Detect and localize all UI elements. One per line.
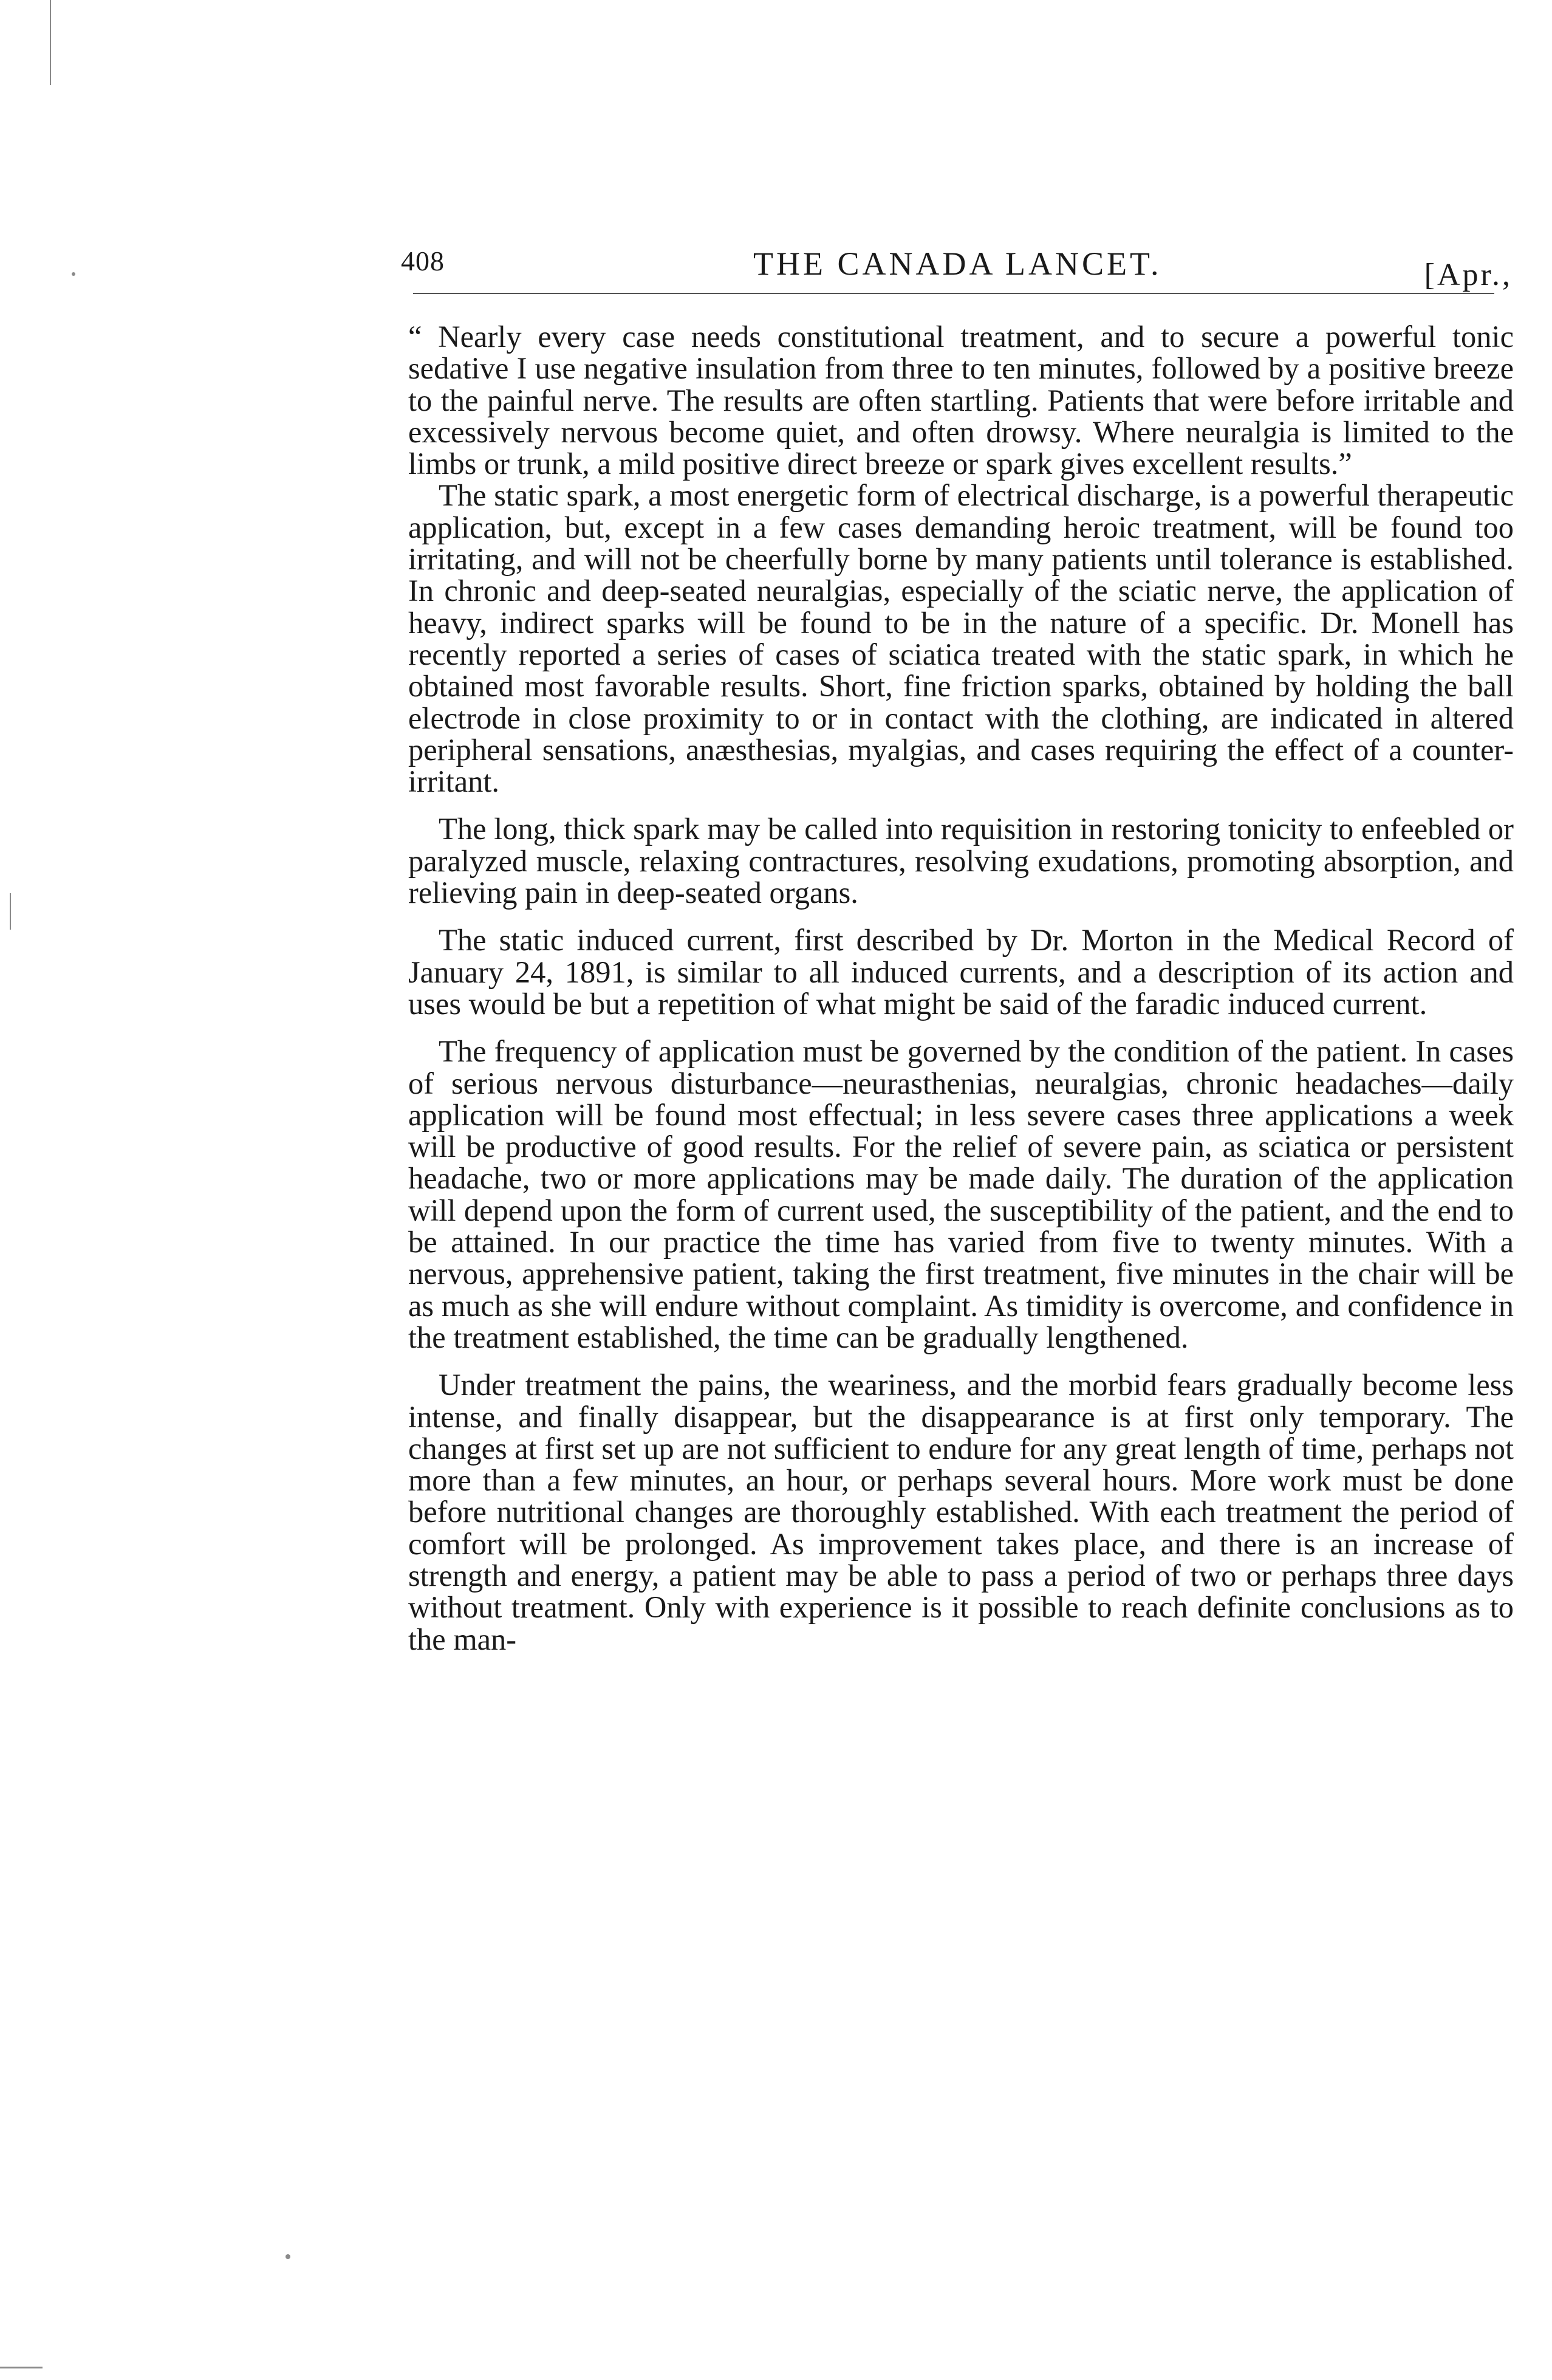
page-header xyxy=(401,240,1513,307)
article-body xyxy=(408,321,1514,1655)
paragraph-quote: “ Nearly every case needs constitutional treatment, and to secure a powerful tonic sedative I use negative insulation from three to ten minutes, followed by a positive breeze to the painful nerve. The results are often startling. Patients that were before irritable and excessively nervous become quiet, and often drowsy. Where neuralgia is limited to the limbs or trunk, a mild positive direct breeze or spark gives excellent results.” xyxy=(408,320,1514,481)
scan-mark-bottom xyxy=(0,2367,43,2368)
scan-mark-side xyxy=(10,893,11,930)
journal-title: THE CANADA LANCET. xyxy=(753,245,1162,282)
paragraph-long-spark: The long, thick spark may be called into requisition in restoring tonicity to enfeebled or paralyzed muscle, relaxing contractures, resolving exudations, promoting absorption, and relieving pain in deep-seated organs. xyxy=(408,812,1514,910)
scan-mark-corner xyxy=(285,2254,290,2259)
scan-mark-dot xyxy=(72,272,75,276)
paragraph-under-treatment: Under treatment the pains, the weariness, and the morbid fears gradually become less intense, and finally disappear, but the disappearance is at first only temporary. The changes at first set up are not sufficient to endure for any great length of time, perhaps not more than a few minutes, an hour, or perhaps several hours. More work must be done before nutritional changes are thoroughly established. With each treatment the period of comfort will be prolonged. As improvement takes place, and there is an increase of strength and energy, a patient may be able to pass a period of two or perhaps three days without treatment. Only with experience is it possible to reach definite conclusions as to the man- xyxy=(408,1368,1514,1656)
page-number: 408 xyxy=(401,245,445,276)
paragraph-frequency: The frequency of application must be governed by the condition of the patient. In cases of serious nervous disturbance—neurasthenias, neuralgias, chronic headaches—daily application will be found most effectual; in less severe cases three applications a week will be productive of good results. For the relief of severe pain, as sciatica or persistent headache, two or more applications may be made daily. The duration of the application will depend upon the form of current used, the susceptibility of the patient, and the end to be attained. In our practice the time has varied from five to twenty minutes. With a nervous, apprehensive patient, taking the first treatment, five minutes in the chair will be as much as she will endure without complaint. As timidity is overcome, and confidence in the treatment established, the time can be gradually lengthened. xyxy=(408,1034,1514,1354)
paragraph-induced-current: The static induced current, first described by Dr. Morton in the Medical Record of January 24, 1891, is similar to all induced currents, and a description of its action and uses would be but a repetition of what might be said of the faradic induced current. xyxy=(408,923,1514,1021)
paragraph-static-spark: The static spark, a most energetic form of electrical discharge, is a powerful therapeutic application, but, except in a few cases demanding heroic treatment, will be found too irritating, and will not be cheerfully borne by many patients until tolerance is established. In chronic and deep-seated neuralgias, especially of the sciatic nerve, the application of heavy, indirect sparks will be found to be in the nature of a specific. Dr. Monell has recently reported a series of cases of sciatica treated with the static spark, in which he obtained most favorable results. Short, fine friction sparks, obtained by holding the ball electrode in close proximity to or in contact with the clothing, are indicated in altered peripheral sensations, anæsthesias, myalgias, and cases requiring the effect of a counter-irritant. xyxy=(408,478,1514,799)
header-rule xyxy=(413,293,1494,294)
scan-mark-top xyxy=(50,0,51,85)
issue-month: [Apr., xyxy=(1424,258,1513,292)
